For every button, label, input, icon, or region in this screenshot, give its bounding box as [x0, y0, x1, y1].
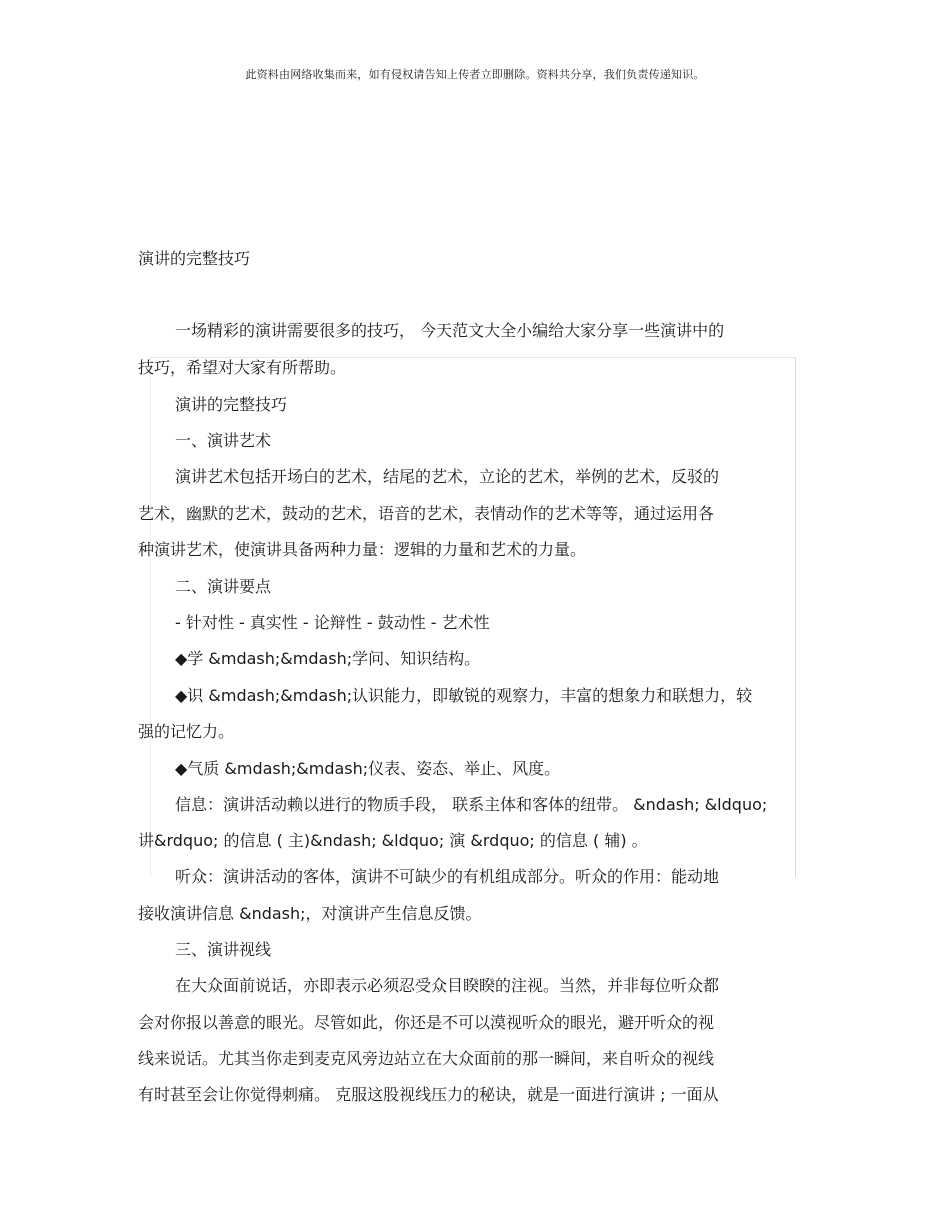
bullet-item: ◆学 &mdash;&mdash;学问、知识结构。	[175, 649, 481, 668]
paragraph-line: 信息：演讲活动赖以进行的物质手段， 联系主体和客体的纽带。 &ndash; &ldquo;	[175, 795, 768, 814]
section-heading: 演讲的完整技巧	[175, 395, 288, 414]
paragraph-line: 种演讲艺术，使演讲具备两种力量：逻辑的力量和艺术的力量。	[138, 540, 587, 559]
section-heading: 二、演讲要点	[175, 577, 272, 596]
paragraph-line: 有时甚至会让你觉得刺痛。 克服这股视线压力的秘诀，就是一面进行演讲 ; 一面从	[138, 1085, 719, 1104]
paragraph-line: 艺术，幽默的艺术，鼓动的艺术，语音的艺术，表情动作的艺术等等，通过运用各	[138, 504, 715, 523]
paragraph-line: 一场精彩的演讲需要很多的技巧， 今天范文大全小编给大家分享一些演讲中的	[175, 321, 725, 340]
paragraph-line: 线来说话。尤其当你走到麦克风旁边站立在大众面前的那一瞬间，来自听众的视线	[138, 1049, 715, 1068]
paragraph-line: - 针对性 - 真实性 - 论辩性 - 鼓动性 - 艺术性	[175, 613, 490, 632]
paragraph-line: 听众：演讲活动的客体，演讲不可缺少的有机组成部分。听众的作用：能动地	[175, 867, 720, 886]
paragraph-line: 在大众面前说话，亦即表示必须忍受众目睽睽的注视。当然，并非每位听众都	[175, 976, 720, 995]
section-heading: 一、演讲艺术	[175, 431, 272, 450]
paragraph-line: 演讲艺术包括开场白的艺术，结尾的艺术，立论的艺术，举例的艺术，反驳的	[175, 467, 720, 486]
document-title: 演讲的完整技巧	[138, 249, 251, 268]
section-heading: 三、演讲视线	[175, 940, 272, 959]
paragraph-line: 技巧，希望对大家有所帮助。	[138, 358, 347, 377]
paragraph-line: 接收演讲信息 &ndash;，对演讲产生信息反馈。	[138, 904, 482, 923]
header-disclaimer: 此资料由网络收集而来，如有侵权请告知上传者立即删除。资料共分享，我们负责传递知识。	[245, 68, 705, 81]
paragraph-line: 讲&rdquo; 的信息 ( 主)&ndash; &ldquo; 演 &rdquo; 的信息 ( 辅) 。	[138, 831, 648, 850]
paragraph-line: 会对你报以善意的眼光。尽管如此，你还是不可以漠视听众的眼光，避开听众的视	[138, 1013, 715, 1032]
bullet-item: ◆识 &mdash;&mdash;认识能力，即敏锐的观察力，丰富的想象力和联想力，较	[175, 686, 753, 705]
bullet-item: ◆气质 &mdash;&mdash;仪表、姿态、举止、风度。	[175, 759, 561, 778]
paragraph-line: 强的记忆力。	[138, 722, 235, 741]
